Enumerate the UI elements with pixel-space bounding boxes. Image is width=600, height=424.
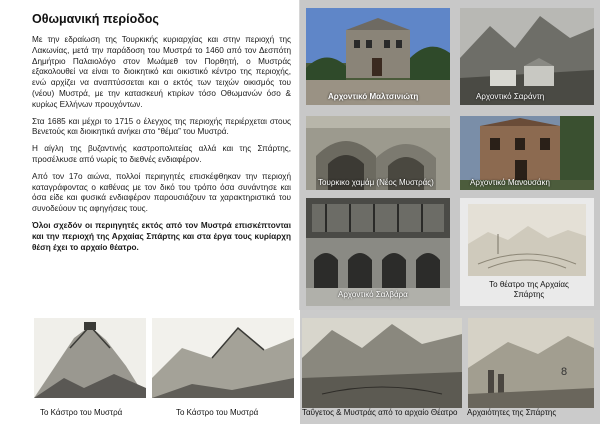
drawing-mystras-castle-2 — [152, 318, 294, 398]
section-title: Οθωμανική περίοδος — [32, 12, 159, 26]
caption-turkish-bath: Τουρκικο χαμάμ (Νέος Μυστράς) — [318, 178, 434, 187]
page-number: 8 — [561, 366, 568, 378]
caption-sarantis: Αρχοντικό Σαράντη — [476, 92, 545, 101]
caption-salvaras: Αρχοντικό Σαλβάρα — [338, 290, 408, 299]
photo-salvaras-mansion — [306, 198, 450, 306]
caption-manousakis: Αρχοντικό Μανουσάκη — [470, 178, 550, 187]
paragraph-4: Από τον 17ο αιώνα, πολλοί περιηγητές επισκέφθηκαν την περιοχή καταγράφοντας ο καθένας με τον δικό του τρόπο όσα συνάντησε και όσα είδε και φυσικά ενδιαφέρον παρουσιάζουν τα χαρακτηριστικά του συνοδεύουν τις αφηγήσεις τους. — [32, 171, 291, 214]
drawing-sparta-theatre — [468, 204, 586, 276]
caption-maltsiniotis: Αρχοντικό Μαλτσινιώτη — [328, 92, 419, 101]
photo-maltsiniotis-mansion — [306, 8, 450, 105]
drawing-sparta-antiquities — [468, 318, 594, 408]
paragraph-2: Στα 1685 και μέχρι το 1715 ο έλεγχος της περιοχής περιέρχεται στους Βενετούς και διοικητικά ανήκει στο “θέμα” του Μυστρά. — [32, 116, 291, 137]
photo-sarantis-mansion — [460, 8, 594, 105]
text-panel — [0, 0, 300, 310]
caption-sparta-theatre: Το θέατρο της Αρχαίας Σπάρτης — [489, 280, 569, 299]
drawing-mystras-castle-1 — [34, 318, 146, 398]
caption-castle-2: Το Κάστρο του Μυστρά — [176, 408, 259, 417]
photo-turkish-bath — [306, 116, 450, 190]
bold-paragraph: Όλοι σχεδόν οι περιηγητές εκτός από τον Μυστρά επισκέπτονται και την περιοχή της Αρχαίας Σπάρτης και στα έργα τους κυρίαρχη θέση έχει το αρχαίο θέατρο. — [32, 220, 291, 252]
paragraph-3: Η αίγλη της βυζαντινής καστροπολιτείας αλλά και της Σπάρτης, προσέλκυσε από νωρίς το διεθνές ενδιαφέρον. — [32, 144, 291, 164]
card-sparta-theatre — [460, 198, 594, 306]
caption-antiquities: Αρχαιότητες της Σπάρτης — [467, 408, 557, 417]
caption-taygetos: Ταΰγετος & Μυστράς από το αρχαίο Θέατρο — [302, 408, 458, 417]
paragraph-1: Με την εδραίωση της Τουρκικής κυριαρχίας και στην περιοχή της Λακωνίας, μετά την παράδοση του Μυστρά το 1460 από τον Δεσπότη Δημήτριο Παλαιολόγο στον Μωάμεθ τον Πορθητή, ο Μυστράς εξακολουθεί να είναι το διοικητικό και οικιστικό κέντρο της περιοχής, ενώ αρχίζει να αναπτύσσεται και ο εκτός των τειχών οικισμός του (νέου) Μυστρά, με την κατασκευή κτιρίων τόσο Οθωμανών όσο & κυρίως Ελλήνων προυχόντων. — [32, 35, 291, 109]
caption-castle-1: Το Κάστρο του Μυστρά — [40, 408, 123, 417]
photo-manousakis-mansion — [460, 116, 594, 190]
drawing-taygetos-mystras — [302, 318, 462, 408]
